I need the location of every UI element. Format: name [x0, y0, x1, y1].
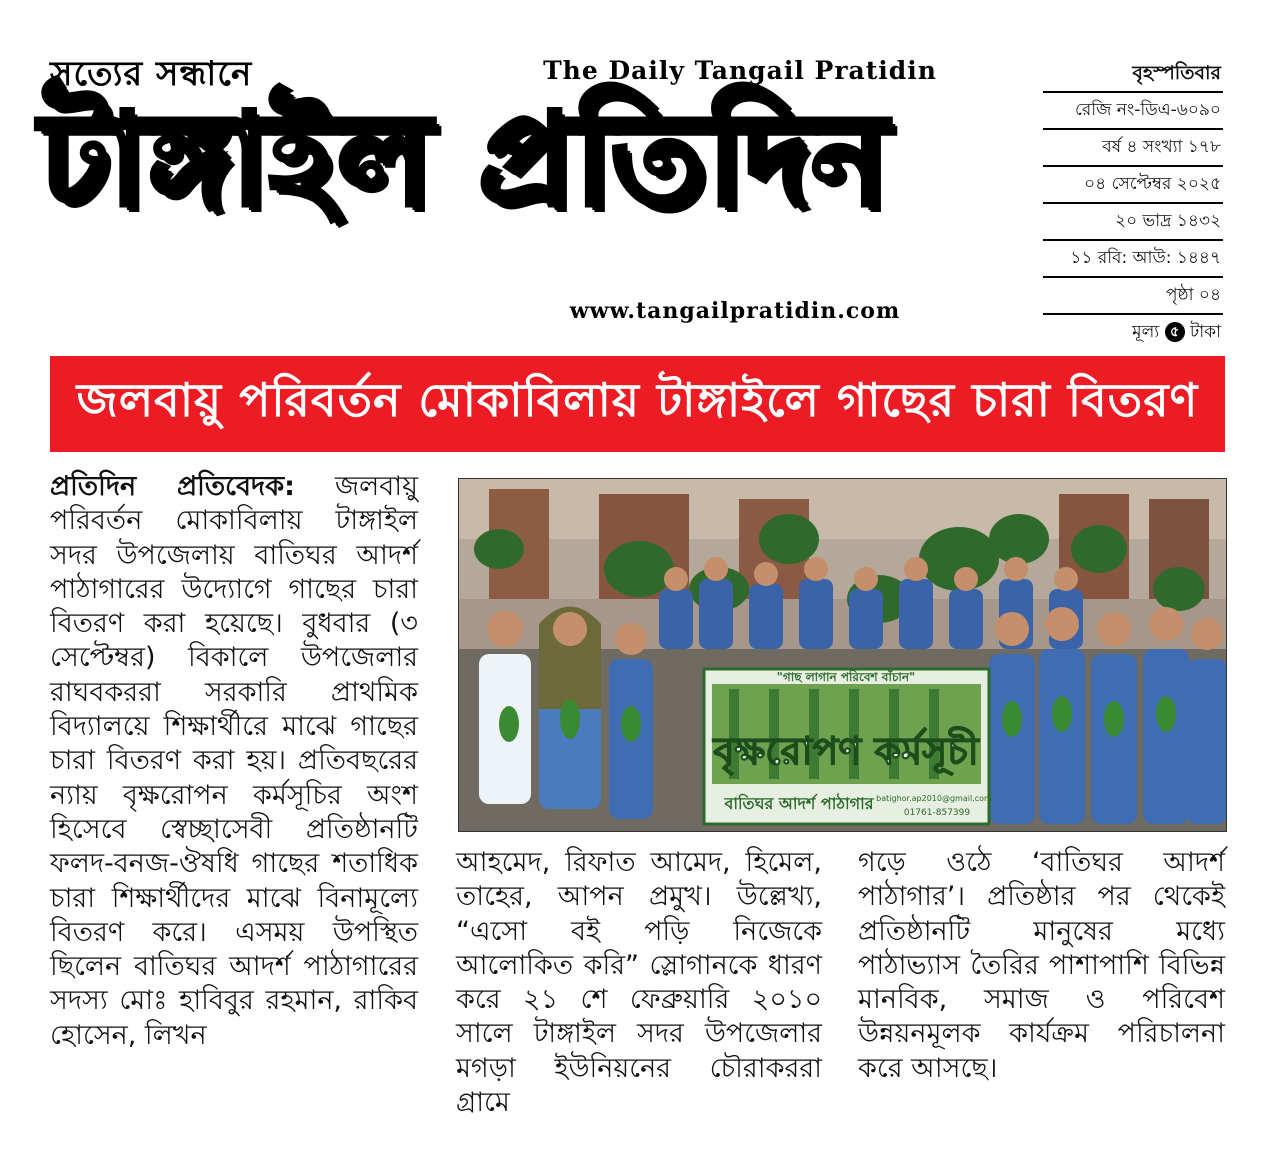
banner-email-text: batighor.ap2010@gmail.com — [876, 794, 992, 803]
info-issue-number: বর্ষ ৪ সংখ্যা ১৭৮ — [1043, 128, 1223, 165]
article-photo — [458, 478, 1227, 832]
article-column-2: আহমেদ, রিফাত আমেদ, হিমেল, তাহের, আপন প্রমুখ। উল্লেখ্য, “এসো বই পড়ি নিজেকে আলোকিত করি” স্লোগানকে ধারণ করে ২১ শে ফেব্রুয়ারি ২০১০ সালে টাঙ্গাইল সদর উপজেলার মগড়া ইউনিয়নের চৌরাকররা গ্রামে — [456, 847, 822, 1119]
banner-bottom-text: বাতিঘর আদর্শ পাঠাগার — [724, 794, 874, 813]
newspaper-logo-title: টাঙ্গাইল প্রতিদিন — [40, 86, 889, 233]
article-column-1 — [50, 470, 418, 1053]
banner-top-text: "গাছ লাগান পরিবেশ বাঁচান" — [776, 670, 916, 684]
price-unit: টাকা — [1189, 322, 1221, 342]
masthead — [0, 0, 1280, 350]
info-date-bangla: ২০ ভাদ্র ১৪৩২ — [1043, 202, 1223, 239]
masthead-slogan: সত্যের সন্ধানে — [50, 54, 253, 94]
issue-info-box — [1043, 56, 1223, 350]
reporter-byline: প্রতিদিন প্রতিবেদক: — [50, 471, 295, 502]
info-price — [1043, 313, 1223, 350]
price-value-circle: ৫ — [1165, 322, 1185, 342]
article-headline: জলবায়ু পরিবর্তন মোকাবিলায় টাঙ্গাইলে গাছের চারা বিতরণ — [76, 373, 1199, 427]
banner-phone-text: 01761-857399 — [903, 808, 971, 818]
website-url: www.tangailpratidin.com — [569, 298, 901, 324]
info-registration: রেজি নং-ডিএ-৬০৯০ — [1043, 91, 1223, 128]
info-date-hijri: ১১ রবি: আউ: ১৪৪৭ — [1043, 239, 1223, 276]
headline-bar — [50, 356, 1225, 452]
english-title: The Daily Tangail Pratidin — [543, 56, 937, 85]
article-column-3: গড়ে ওঠে ‘বাতিঘর আদর্শ পাঠাগার’। প্রতিষ্ঠার পর থেকেই প্রতিষ্ঠানটি মানুষের মধ্যে পাঠাভ্যাস তৈরির পাশাপাশি বিভিন্ন মানবিক, সমাজ ও পরিবেশ উন্নয়নমূলক কার্যক্রম পরিচালনা করে আসছে। — [858, 847, 1225, 1084]
info-page-number: পৃষ্ঠা ০৪ — [1043, 276, 1223, 313]
article-text-col1: জলবায়ু পরিবর্তন মোকাবিলায় টাঙ্গাইল সদর উপজেলায় বাতিঘর আদর্শ পাঠাগারের উদ্যোগে গাছের চারা বিতরণ করা হয়েছে। বুধবার (৩ সেপ্টেম্বর) বিকালে উপজেলার রাঘবকররা সরকারি প্রাথমিক বিদ্যালয়ে শিক্ষার্থীরে মাঝে গাছের চারা বিতরণ করা হয়। প্রতিবছরের ন্যায় বৃক্ষরোপন কর্মসূচির অংশ হিসেবে স্বেচ্ছাসেবী প্রতিষ্ঠানটি ফলদ-বনজ-ঔষধি গাছের শতাধিক চারা শিক্ষার্থীদের মাঝে বিনামূল্যে বিতরণ করে। এসময় উপস্থিত ছিলেন বাতিঘর আদর্শ পাঠাগারের সদস্য মোঃ হাবিবুর রহমান, রাকিব হোসেন, লিখন — [50, 471, 418, 1051]
banner-title-text: বৃক্ষরোপণ কর্মসূচী — [713, 729, 979, 773]
info-day: বৃহস্পতিবার — [1132, 62, 1221, 84]
info-date-gregorian: ০৪ সেপ্টেম্বর ২০২৫ — [1043, 165, 1223, 202]
price-label: মূল্য — [1132, 322, 1160, 342]
